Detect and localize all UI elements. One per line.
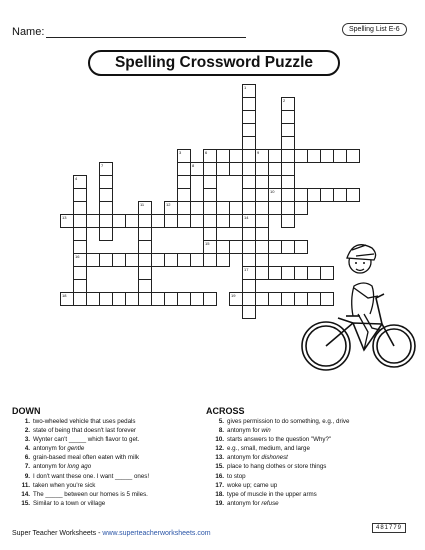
clue-number: 12. xyxy=(215,445,224,453)
crossword-cell[interactable] xyxy=(281,214,295,228)
crossword-cell[interactable] xyxy=(333,188,347,202)
crossword-cell[interactable] xyxy=(242,253,256,267)
clue-text-part: place to hang clothes or store things xyxy=(227,463,327,471)
clue-text xyxy=(227,444,310,453)
down-clue xyxy=(10,462,149,471)
clue-number: 16. xyxy=(215,472,224,480)
crossword-cell[interactable] xyxy=(281,97,295,111)
clue-text-part: type of muscle in the upper arms xyxy=(227,490,317,498)
crossword-cell[interactable] xyxy=(164,214,178,228)
crossword-cell[interactable] xyxy=(216,162,230,176)
name-label: Name: xyxy=(12,26,45,38)
crossword-cell[interactable] xyxy=(73,188,87,202)
crossword-cell[interactable] xyxy=(268,162,282,176)
clue-number: 19 xyxy=(231,293,236,298)
crossword-cell[interactable] xyxy=(73,292,87,306)
clue-emphasis: win xyxy=(261,427,271,435)
clue-text-part: starts answers to the question "Why?" xyxy=(227,436,332,444)
clue-text xyxy=(33,426,136,435)
clue-number: 5. xyxy=(218,418,224,425)
crossword-cell[interactable] xyxy=(138,227,152,241)
clue-number: 2 xyxy=(283,98,286,103)
crossword-cell[interactable] xyxy=(242,188,256,202)
clue-text xyxy=(33,453,139,462)
clue-number: 10 xyxy=(270,189,275,194)
crossword-cell[interactable] xyxy=(281,175,295,189)
crossword-cell[interactable] xyxy=(190,253,204,267)
crossword-cell[interactable] xyxy=(99,214,113,228)
crossword-cell[interactable] xyxy=(281,201,295,215)
clue-emphasis: long ago xyxy=(67,463,92,471)
clue-text-part: Wynter can't _____ which flavor to get. xyxy=(33,436,140,444)
crossword-cell[interactable] xyxy=(242,279,256,293)
clue-number: 17. xyxy=(215,481,224,489)
crossword-cell[interactable] xyxy=(112,253,126,267)
clue-text-part: antonym for xyxy=(227,499,262,507)
clue-number: 17 xyxy=(244,267,249,272)
crossword-cell[interactable] xyxy=(203,175,217,189)
crossword-cell[interactable] xyxy=(242,162,256,176)
crossword-cell[interactable] xyxy=(229,201,243,215)
clue-number: 8. xyxy=(218,427,224,435)
crossword-cell[interactable] xyxy=(203,253,217,267)
crossword-cell[interactable] xyxy=(242,136,256,150)
clue-number: 6. xyxy=(24,454,30,462)
footer-link[interactable]: www.superteacherworksheets.com xyxy=(102,530,211,537)
crossword-cell[interactable] xyxy=(73,279,87,293)
across-clue xyxy=(204,435,349,444)
clue-text-part: state of being that doesn't last forever xyxy=(33,427,136,435)
clue-number: 3 xyxy=(179,150,182,155)
crossword-cell[interactable] xyxy=(99,175,113,189)
clue-text xyxy=(33,435,139,444)
clue-emphasis: gentle xyxy=(67,445,85,453)
crossword-cell[interactable] xyxy=(125,214,139,228)
crossword-cell[interactable] xyxy=(268,149,282,163)
clue-number: 1. xyxy=(24,418,30,425)
page-title-text: Spelling Crossword Puzzle xyxy=(114,54,314,71)
crossword-cell[interactable] xyxy=(268,201,282,215)
clue-emphasis: dishonest xyxy=(261,454,288,462)
crossword-cell[interactable] xyxy=(281,110,295,124)
crossword-cell[interactable] xyxy=(138,240,152,254)
crossword-cell[interactable] xyxy=(255,240,269,254)
clue-number: 15. xyxy=(21,499,30,507)
crossword-cell[interactable] xyxy=(255,292,269,306)
across-clue xyxy=(204,481,349,490)
crossword-cell[interactable] xyxy=(255,149,269,163)
crossword-cell[interactable] xyxy=(99,188,113,202)
clue-number: 14. xyxy=(21,490,30,498)
crossword-cell[interactable] xyxy=(255,227,269,241)
crossword-cell[interactable] xyxy=(125,253,139,267)
crossword-cell[interactable] xyxy=(216,149,230,163)
crossword-cell[interactable] xyxy=(216,240,230,254)
footer xyxy=(12,530,211,537)
crossword-cell[interactable] xyxy=(190,201,204,215)
crossword-cell[interactable] xyxy=(242,266,256,280)
clue-number: 12 xyxy=(166,202,171,207)
clue-text xyxy=(33,490,148,499)
spelling-list-badge: Spelling List E-6 xyxy=(342,23,407,36)
crossword-cell[interactable] xyxy=(177,149,191,163)
crossword-cell[interactable] xyxy=(99,292,113,306)
crossword-cell[interactable] xyxy=(112,214,126,228)
crossword-cell[interactable] xyxy=(255,201,269,215)
down-clue xyxy=(10,435,149,444)
crossword-cell[interactable] xyxy=(242,149,256,163)
crossword-cell[interactable] xyxy=(242,292,256,306)
clue-text xyxy=(227,435,331,444)
crossword-cell[interactable] xyxy=(255,162,269,176)
crossword-cell[interactable] xyxy=(268,188,282,202)
clue-number: 13 xyxy=(62,215,67,220)
clue-number: 13. xyxy=(215,454,224,462)
clue-text xyxy=(227,453,288,462)
clue-number: 15. xyxy=(215,463,224,471)
clue-number: 1 xyxy=(244,85,247,90)
crossword-cell[interactable] xyxy=(73,253,87,267)
crossword-cell[interactable] xyxy=(229,162,243,176)
clue-number: 15 xyxy=(205,241,210,246)
across-heading: ACROSS xyxy=(206,406,245,416)
crossword-cell[interactable] xyxy=(242,240,256,254)
across-clue xyxy=(204,426,349,435)
clue-number: 14 xyxy=(244,215,249,220)
clue-text xyxy=(33,444,84,453)
crossword-cell[interactable] xyxy=(294,188,308,202)
clue-number: 8 xyxy=(192,163,195,168)
crossword-cell[interactable] xyxy=(307,188,321,202)
crossword-cell[interactable] xyxy=(190,162,204,176)
crossword-cell[interactable] xyxy=(99,227,113,241)
crossword-cell[interactable] xyxy=(73,175,87,189)
clue-text xyxy=(33,472,149,481)
clue-number: 4. xyxy=(24,445,30,453)
clue-text-part: e.g., small, medium, and large xyxy=(227,445,310,453)
clue-number: 2. xyxy=(24,427,30,435)
crossword-cell[interactable] xyxy=(294,149,308,163)
crossword-cell[interactable] xyxy=(216,201,230,215)
clue-number: 10. xyxy=(215,436,224,444)
crossword-cell[interactable] xyxy=(346,149,360,163)
crossword-cell[interactable] xyxy=(73,201,87,215)
crossword-cell[interactable] xyxy=(268,240,282,254)
crossword-cell[interactable] xyxy=(229,149,243,163)
crossword-cell[interactable] xyxy=(307,149,321,163)
clue-text-part: woke up; came up xyxy=(227,481,278,489)
across-clue xyxy=(204,462,349,471)
across-clue xyxy=(204,444,349,453)
crossword-cell[interactable] xyxy=(268,292,282,306)
down-clue xyxy=(10,472,149,481)
clue-text-part: The _____ between our homes is 5 miles. xyxy=(33,490,148,498)
crossword-cell[interactable] xyxy=(73,214,87,228)
across-clue-list xyxy=(204,417,349,508)
down-heading: DOWN xyxy=(12,406,41,416)
crossword-cell[interactable] xyxy=(99,253,113,267)
crossword-cell[interactable] xyxy=(281,149,295,163)
clue-number: 9 xyxy=(257,150,260,155)
crossword-cell[interactable] xyxy=(281,266,295,280)
crossword-cell[interactable] xyxy=(177,253,191,267)
crossword-cell[interactable] xyxy=(112,292,126,306)
crossword-cell[interactable] xyxy=(320,149,334,163)
down-clue xyxy=(10,444,149,453)
crossword-cell[interactable] xyxy=(242,123,256,137)
crossword-cell[interactable] xyxy=(203,162,217,176)
clue-number: 11 xyxy=(140,202,145,207)
crossword-cell[interactable] xyxy=(151,253,165,267)
crossword-cell[interactable] xyxy=(268,266,282,280)
crossword-cell[interactable] xyxy=(125,292,139,306)
clue-text xyxy=(33,499,105,508)
crossword-cell[interactable] xyxy=(203,240,217,254)
crossword-cell[interactable] xyxy=(86,214,100,228)
crossword-cell[interactable] xyxy=(86,292,100,306)
crossword-cell[interactable] xyxy=(203,214,217,228)
crossword-cell[interactable] xyxy=(190,292,204,306)
crossword-cell[interactable] xyxy=(216,214,230,228)
clue-text-part: antonym for xyxy=(33,445,68,453)
crossword-cell[interactable] xyxy=(60,214,74,228)
clue-number: 6 xyxy=(205,150,208,155)
crossword-cell[interactable] xyxy=(229,240,243,254)
crossword-cell[interactable] xyxy=(242,110,256,124)
down-clue-list xyxy=(10,417,149,508)
crossword-cell[interactable] xyxy=(346,188,360,202)
crossword-cell[interactable] xyxy=(242,175,256,189)
clue-number: 16 xyxy=(75,254,80,259)
crossword-cell[interactable] xyxy=(164,201,178,215)
clue-text xyxy=(227,462,326,471)
crossword-cell[interactable] xyxy=(294,201,308,215)
crossword-cell[interactable] xyxy=(242,84,256,98)
across-clue xyxy=(204,490,349,499)
clue-text-part: Similar to a town or village xyxy=(33,499,106,507)
clue-number: 4 xyxy=(75,176,78,181)
crossword-cell[interactable] xyxy=(255,253,269,267)
clue-text xyxy=(227,472,246,481)
crossword-cell[interactable] xyxy=(281,292,295,306)
crossword-cell[interactable] xyxy=(242,305,256,319)
crossword-cell[interactable] xyxy=(138,253,152,267)
crossword-cell[interactable] xyxy=(229,214,243,228)
crossword-cell[interactable] xyxy=(177,188,191,202)
crossword-cell[interactable] xyxy=(281,188,295,202)
clue-number: 7 xyxy=(101,163,104,168)
clue-number: 9. xyxy=(24,472,30,480)
clue-text xyxy=(33,462,91,471)
crossword-cell[interactable] xyxy=(73,266,87,280)
clue-text-part: antonym for xyxy=(33,463,68,471)
down-clue xyxy=(10,490,149,499)
cyclist-illustration xyxy=(298,228,418,378)
crossword-cell[interactable] xyxy=(138,292,152,306)
worksheet-code: 481779 xyxy=(372,523,406,533)
crossword-cell[interactable] xyxy=(138,214,152,228)
clue-text xyxy=(33,481,95,490)
crossword-cell[interactable] xyxy=(255,175,269,189)
clue-text-part: gives permission to do something, e.g., drive xyxy=(227,418,350,425)
clue-number: 3. xyxy=(24,436,30,444)
crossword-cell[interactable] xyxy=(203,201,217,215)
clue-text-part: I don't want these one. I want _____ ones! xyxy=(33,472,150,480)
crossword-cell[interactable] xyxy=(138,279,152,293)
crossword-cell[interactable] xyxy=(203,292,217,306)
crossword-cell[interactable] xyxy=(255,214,269,228)
crossword-cell[interactable] xyxy=(281,162,295,176)
across-clue xyxy=(204,472,349,481)
clue-text-part: to stop xyxy=(227,472,246,480)
clue-number: 18. xyxy=(215,490,224,498)
crossword-cell[interactable] xyxy=(203,227,217,241)
across-clue xyxy=(204,417,349,426)
crossword-cell[interactable] xyxy=(242,227,256,241)
crossword-cell[interactable] xyxy=(138,201,152,215)
crossword-cell[interactable] xyxy=(242,201,256,215)
crossword-cell[interactable] xyxy=(203,149,217,163)
crossword-cell[interactable] xyxy=(203,188,217,202)
crossword-cell[interactable] xyxy=(138,266,152,280)
crossword-cell[interactable] xyxy=(99,201,113,215)
clue-text-part: antonym for xyxy=(227,427,262,435)
crossword-cell[interactable] xyxy=(190,214,204,228)
crossword-cell[interactable] xyxy=(320,188,334,202)
crossword-cell[interactable] xyxy=(73,227,87,241)
down-clue xyxy=(10,453,149,462)
clue-text xyxy=(227,426,271,435)
crossword-cell[interactable] xyxy=(177,175,191,189)
clue-text xyxy=(227,417,349,426)
clue-text xyxy=(227,499,279,508)
clue-text xyxy=(227,490,317,499)
crossword-cell[interactable] xyxy=(164,292,178,306)
across-clue xyxy=(204,499,349,508)
crossword-cell[interactable] xyxy=(177,162,191,176)
footer-brand: Super Teacher Worksheets - xyxy=(12,530,103,537)
down-clue xyxy=(10,417,149,426)
clue-number: 19. xyxy=(215,499,224,507)
crossword-cell[interactable] xyxy=(177,292,191,306)
clue-number: 7. xyxy=(24,463,30,471)
crossword-cell[interactable] xyxy=(281,123,295,137)
crossword-cell[interactable] xyxy=(151,214,165,228)
down-clue xyxy=(10,499,149,508)
crossword-cell[interactable] xyxy=(242,214,256,228)
crossword-cell[interactable] xyxy=(216,253,230,267)
crossword-cell[interactable] xyxy=(281,240,295,254)
clue-text xyxy=(227,481,277,490)
crossword-cell[interactable] xyxy=(151,292,165,306)
down-clue xyxy=(10,481,149,490)
crossword-cell[interactable] xyxy=(73,240,87,254)
crossword-cell[interactable] xyxy=(60,292,74,306)
crossword-cell[interactable] xyxy=(255,188,269,202)
clue-number: 18 xyxy=(62,293,67,298)
crossword-cell[interactable] xyxy=(177,201,191,215)
crossword-cell[interactable] xyxy=(333,149,347,163)
clue-text xyxy=(33,417,136,426)
down-clue xyxy=(10,426,149,435)
crossword-cell[interactable] xyxy=(99,162,113,176)
clue-text-part: two-wheeled vehicle that uses pedals xyxy=(33,418,136,425)
clue-number: 11. xyxy=(21,481,30,489)
clue-text-part: grain-based meal often eaten with milk xyxy=(33,454,139,462)
crossword-cell[interactable] xyxy=(164,253,178,267)
across-clue xyxy=(204,453,349,462)
clue-emphasis: refuse xyxy=(261,499,279,507)
crossword-cell[interactable] xyxy=(177,214,191,228)
crossword-cell[interactable] xyxy=(86,253,100,267)
crossword-cell[interactable] xyxy=(242,97,256,111)
crossword-cell[interactable] xyxy=(281,136,295,150)
crossword-cell[interactable] xyxy=(255,266,269,280)
clue-text-part: antonym for xyxy=(227,454,262,462)
crossword-cell[interactable] xyxy=(229,292,243,306)
clue-text-part: taken when you're sick xyxy=(33,481,96,489)
